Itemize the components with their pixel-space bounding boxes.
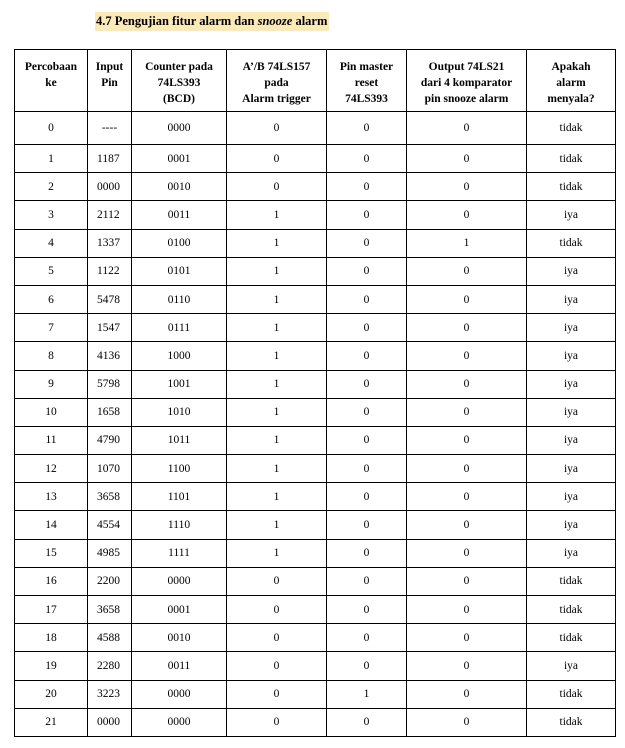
table-cell-master-reset: 0 xyxy=(327,229,407,257)
table-cell-counter-bcd: 0001 xyxy=(132,145,227,173)
table-cell-input-pin: 4588 xyxy=(88,624,132,652)
table-cell-input-pin: 5478 xyxy=(88,285,132,313)
table-cell-alarm-status: iya xyxy=(527,426,616,454)
table-cell-master-reset: 0 xyxy=(327,173,407,201)
table-cell-input-pin: 0000 xyxy=(88,708,132,736)
table-cell-input-pin: 1547 xyxy=(88,314,132,342)
table-cell-alarm-status: iya xyxy=(527,652,616,680)
table-cell-alarm-status: tidak xyxy=(527,145,616,173)
table-cell-master-reset: 0 xyxy=(327,398,407,426)
table-cell-counter-bcd: 1010 xyxy=(132,398,227,426)
table-cell-counter-bcd: 0100 xyxy=(132,229,227,257)
table-cell-percobaan-ke: 20 xyxy=(15,680,88,708)
table-cell-ab-74ls157: 1 xyxy=(227,342,327,370)
column-header-master-reset xyxy=(327,50,407,112)
table-cell-ab-74ls157: 0 xyxy=(227,652,327,680)
table-cell-counter-bcd: 0000 xyxy=(132,680,227,708)
table-cell-ab-74ls157: 1 xyxy=(227,201,327,229)
column-header-line: (BCD) xyxy=(163,93,195,105)
table-cell-master-reset: 0 xyxy=(327,201,407,229)
table-cell-alarm-status: iya xyxy=(527,455,616,483)
table-cell-counter-bcd: 1001 xyxy=(132,370,227,398)
table-cell-counter-bcd: 1110 xyxy=(132,511,227,539)
table-cell-ab-74ls157: 1 xyxy=(227,229,327,257)
table-cell-alarm-status: tidak xyxy=(527,229,616,257)
table-cell-alarm-status: tidak xyxy=(527,567,616,595)
table-cell-percobaan-ke: 4 xyxy=(15,229,88,257)
table-cell-master-reset: 0 xyxy=(327,567,407,595)
table-cell-ab-74ls157: 1 xyxy=(227,511,327,539)
table-cell-input-pin: 5798 xyxy=(88,370,132,398)
table-cell-output-74ls21: 0 xyxy=(407,285,527,313)
table-cell-master-reset: 0 xyxy=(327,112,407,145)
table-cell-counter-bcd: 1000 xyxy=(132,342,227,370)
table-cell-output-74ls21: 0 xyxy=(407,455,527,483)
table-cell-master-reset: 0 xyxy=(327,539,407,567)
column-header-line: Apakah xyxy=(551,61,591,73)
table-cell-input-pin: 2112 xyxy=(88,201,132,229)
table-row xyxy=(15,314,616,342)
table-cell-alarm-status: iya xyxy=(527,201,616,229)
table-cell-output-74ls21: 0 xyxy=(407,483,527,511)
table-cell-percobaan-ke: 18 xyxy=(15,624,88,652)
table-cell-ab-74ls157: 0 xyxy=(227,567,327,595)
column-header-line: pada xyxy=(264,77,289,89)
table-cell-input-pin: 1122 xyxy=(88,257,132,285)
table-cell-percobaan-ke: 2 xyxy=(15,173,88,201)
table-cell-output-74ls21: 0 xyxy=(407,680,527,708)
table-cell-output-74ls21: 0 xyxy=(407,539,527,567)
table-cell-ab-74ls157: 1 xyxy=(227,398,327,426)
table-row xyxy=(15,112,616,145)
table-cell-master-reset: 0 xyxy=(327,483,407,511)
table-cell-input-pin: 1187 xyxy=(88,145,132,173)
column-header-line: pin snooze alarm xyxy=(424,93,509,105)
table-row xyxy=(15,285,616,313)
table-cell-output-74ls21: 0 xyxy=(407,426,527,454)
table-cell-alarm-status: iya xyxy=(527,342,616,370)
table-cell-input-pin: 3223 xyxy=(88,680,132,708)
table-cell-percobaan-ke: 9 xyxy=(15,370,88,398)
table-cell-counter-bcd: 1111 xyxy=(132,539,227,567)
table-cell-input-pin: 2200 xyxy=(88,567,132,595)
table-header-row xyxy=(15,50,616,112)
section-title-text: Pengujian fitur alarm dan xyxy=(114,14,255,28)
table-cell-master-reset: 0 xyxy=(327,652,407,680)
table-cell-master-reset: 0 xyxy=(327,455,407,483)
table-row xyxy=(15,257,616,285)
table-row xyxy=(15,511,616,539)
section-title xyxy=(95,12,329,31)
table-body xyxy=(15,112,616,737)
table-cell-output-74ls21: 0 xyxy=(407,201,527,229)
table-row xyxy=(15,398,616,426)
table-cell-ab-74ls157: 1 xyxy=(227,455,327,483)
table-cell-ab-74ls157: 1 xyxy=(227,314,327,342)
column-header-line: Input xyxy=(95,61,124,73)
table-row xyxy=(15,596,616,624)
table-cell-master-reset: 0 xyxy=(327,342,407,370)
table-row xyxy=(15,455,616,483)
table-cell-alarm-status: tidak xyxy=(527,680,616,708)
table-cell-ab-74ls157: 0 xyxy=(227,145,327,173)
table-cell-output-74ls21: 0 xyxy=(407,173,527,201)
table-cell-output-74ls21: 0 xyxy=(407,370,527,398)
table-cell-percobaan-ke: 17 xyxy=(15,596,88,624)
table-cell-ab-74ls157: 0 xyxy=(227,708,327,736)
table-cell-percobaan-ke: 0 xyxy=(15,112,88,145)
table-cell-input-pin: 1070 xyxy=(88,455,132,483)
table-cell-alarm-status: tidak xyxy=(527,173,616,201)
table-cell-alarm-status: iya xyxy=(527,370,616,398)
column-header-line: 74LS393 xyxy=(157,77,201,89)
table-cell-percobaan-ke: 5 xyxy=(15,257,88,285)
column-header-line: Percobaan xyxy=(24,61,78,73)
column-header-line: Pin xyxy=(101,77,118,89)
alarm-test-table xyxy=(14,49,616,737)
table-cell-percobaan-ke: 8 xyxy=(15,342,88,370)
table-cell-output-74ls21: 0 xyxy=(407,624,527,652)
table-cell-alarm-status: iya xyxy=(527,539,616,567)
section-number: 4.7 xyxy=(96,14,112,28)
section-title-italic: snooze xyxy=(257,14,293,28)
table-cell-alarm-status: iya xyxy=(527,285,616,313)
table-row xyxy=(15,652,616,680)
table-cell-master-reset: 0 xyxy=(327,314,407,342)
table-cell-master-reset: 0 xyxy=(327,511,407,539)
table-cell-output-74ls21: 0 xyxy=(407,314,527,342)
table-cell-percobaan-ke: 12 xyxy=(15,455,88,483)
table-cell-alarm-status: tidak xyxy=(527,624,616,652)
table-cell-counter-bcd: 0000 xyxy=(132,708,227,736)
table-cell-ab-74ls157: 1 xyxy=(227,285,327,313)
table-row xyxy=(15,370,616,398)
table-cell-input-pin: 2280 xyxy=(88,652,132,680)
table-cell-input-pin: ---- xyxy=(88,112,132,145)
table-cell-output-74ls21: 1 xyxy=(407,229,527,257)
table-cell-output-74ls21: 0 xyxy=(407,398,527,426)
table-row xyxy=(15,708,616,736)
column-header-line: Pin master xyxy=(339,61,394,73)
table-cell-counter-bcd: 1011 xyxy=(132,426,227,454)
table-cell-percobaan-ke: 19 xyxy=(15,652,88,680)
table-cell-master-reset: 0 xyxy=(327,708,407,736)
table-cell-input-pin: 4790 xyxy=(88,426,132,454)
table-cell-alarm-status: tidak xyxy=(527,112,616,145)
table-cell-master-reset: 0 xyxy=(327,596,407,624)
column-header-line: Alarm trigger xyxy=(242,93,311,105)
table-cell-counter-bcd: 1101 xyxy=(132,483,227,511)
table-cell-output-74ls21: 0 xyxy=(407,112,527,145)
column-header-line: A’/B 74LS157 xyxy=(242,61,311,73)
column-header-percobaan-ke xyxy=(15,50,88,112)
table-cell-master-reset: 1 xyxy=(327,680,407,708)
table-cell-counter-bcd: 0111 xyxy=(132,314,227,342)
table-cell-input-pin: 1337 xyxy=(88,229,132,257)
table-cell-input-pin: 3658 xyxy=(88,483,132,511)
table-cell-percobaan-ke: 16 xyxy=(15,567,88,595)
table-cell-output-74ls21: 0 xyxy=(407,511,527,539)
table-cell-percobaan-ke: 6 xyxy=(15,285,88,313)
table-cell-ab-74ls157: 1 xyxy=(227,539,327,567)
table-cell-ab-74ls157: 0 xyxy=(227,680,327,708)
table-cell-input-pin: 3658 xyxy=(88,596,132,624)
table-cell-alarm-status: tidak xyxy=(527,708,616,736)
column-header-line: reset xyxy=(354,77,379,89)
table-cell-percobaan-ke: 11 xyxy=(15,426,88,454)
table-cell-counter-bcd: 0001 xyxy=(132,596,227,624)
table-cell-alarm-status: iya xyxy=(527,398,616,426)
table-cell-alarm-status: iya xyxy=(527,257,616,285)
column-header-line: Counter pada xyxy=(145,61,213,73)
table-row xyxy=(15,173,616,201)
column-header-line: alarm xyxy=(556,77,586,89)
table-cell-input-pin: 4554 xyxy=(88,511,132,539)
table-cell-output-74ls21: 0 xyxy=(407,342,527,370)
table-cell-input-pin: 0000 xyxy=(88,173,132,201)
table-cell-counter-bcd: 0011 xyxy=(132,652,227,680)
table-cell-percobaan-ke: 10 xyxy=(15,398,88,426)
table-cell-master-reset: 0 xyxy=(327,624,407,652)
table-cell-ab-74ls157: 1 xyxy=(227,483,327,511)
table-cell-percobaan-ke: 7 xyxy=(15,314,88,342)
table-cell-percobaan-ke: 3 xyxy=(15,201,88,229)
table-cell-counter-bcd: 0011 xyxy=(132,201,227,229)
table-cell-master-reset: 0 xyxy=(327,426,407,454)
table-cell-counter-bcd: 0000 xyxy=(132,112,227,145)
column-header-line: menyala? xyxy=(547,93,595,105)
table-cell-input-pin: 1658 xyxy=(88,398,132,426)
section-title-end: alarm xyxy=(295,14,328,28)
table-cell-alarm-status: iya xyxy=(527,511,616,539)
table-cell-counter-bcd: 0110 xyxy=(132,285,227,313)
table-row xyxy=(15,229,616,257)
table-cell-ab-74ls157: 0 xyxy=(227,173,327,201)
table-cell-ab-74ls157: 1 xyxy=(227,426,327,454)
table-cell-alarm-status: iya xyxy=(527,314,616,342)
table-cell-percobaan-ke: 21 xyxy=(15,708,88,736)
table-row xyxy=(15,539,616,567)
table-cell-ab-74ls157: 1 xyxy=(227,257,327,285)
table-row xyxy=(15,145,616,173)
table-cell-percobaan-ke: 15 xyxy=(15,539,88,567)
table-cell-alarm-status: iya xyxy=(527,483,616,511)
table-cell-master-reset: 0 xyxy=(327,285,407,313)
table-cell-output-74ls21: 0 xyxy=(407,596,527,624)
column-header-line: Output 74LS21 xyxy=(428,61,505,73)
column-header-input-pin xyxy=(88,50,132,112)
column-header-line: dari 4 komparator xyxy=(420,77,513,89)
table-cell-counter-bcd: 1100 xyxy=(132,455,227,483)
table-cell-ab-74ls157: 1 xyxy=(227,370,327,398)
table-cell-percobaan-ke: 13 xyxy=(15,483,88,511)
table-cell-output-74ls21: 0 xyxy=(407,708,527,736)
table-cell-input-pin: 4985 xyxy=(88,539,132,567)
table-row xyxy=(15,483,616,511)
column-header-alarm-status xyxy=(527,50,616,112)
column-header-ab-74ls157 xyxy=(227,50,327,112)
table-cell-percobaan-ke: 1 xyxy=(15,145,88,173)
table-row xyxy=(15,201,616,229)
table-cell-input-pin: 4136 xyxy=(88,342,132,370)
table-row xyxy=(15,342,616,370)
table-cell-master-reset: 0 xyxy=(327,370,407,398)
table-cell-output-74ls21: 0 xyxy=(407,145,527,173)
table-cell-alarm-status: tidak xyxy=(527,596,616,624)
column-header-output-74ls21 xyxy=(407,50,527,112)
column-header-counter-bcd xyxy=(132,50,227,112)
table-cell-percobaan-ke: 14 xyxy=(15,511,88,539)
column-header-line: ke xyxy=(45,77,57,89)
table-cell-output-74ls21: 0 xyxy=(407,652,527,680)
table-cell-ab-74ls157: 0 xyxy=(227,624,327,652)
table-row xyxy=(15,567,616,595)
table-cell-master-reset: 0 xyxy=(327,257,407,285)
table-cell-ab-74ls157: 0 xyxy=(227,596,327,624)
table-cell-ab-74ls157: 0 xyxy=(227,112,327,145)
column-header-line: 74LS393 xyxy=(345,93,388,105)
table-row xyxy=(15,426,616,454)
table-cell-counter-bcd: 0101 xyxy=(132,257,227,285)
table-cell-counter-bcd: 0010 xyxy=(132,173,227,201)
table-row xyxy=(15,624,616,652)
table-cell-counter-bcd: 0000 xyxy=(132,567,227,595)
table-cell-master-reset: 0 xyxy=(327,145,407,173)
table-cell-output-74ls21: 0 xyxy=(407,567,527,595)
table-cell-output-74ls21: 0 xyxy=(407,257,527,285)
table-cell-counter-bcd: 0010 xyxy=(132,624,227,652)
table-row xyxy=(15,680,616,708)
